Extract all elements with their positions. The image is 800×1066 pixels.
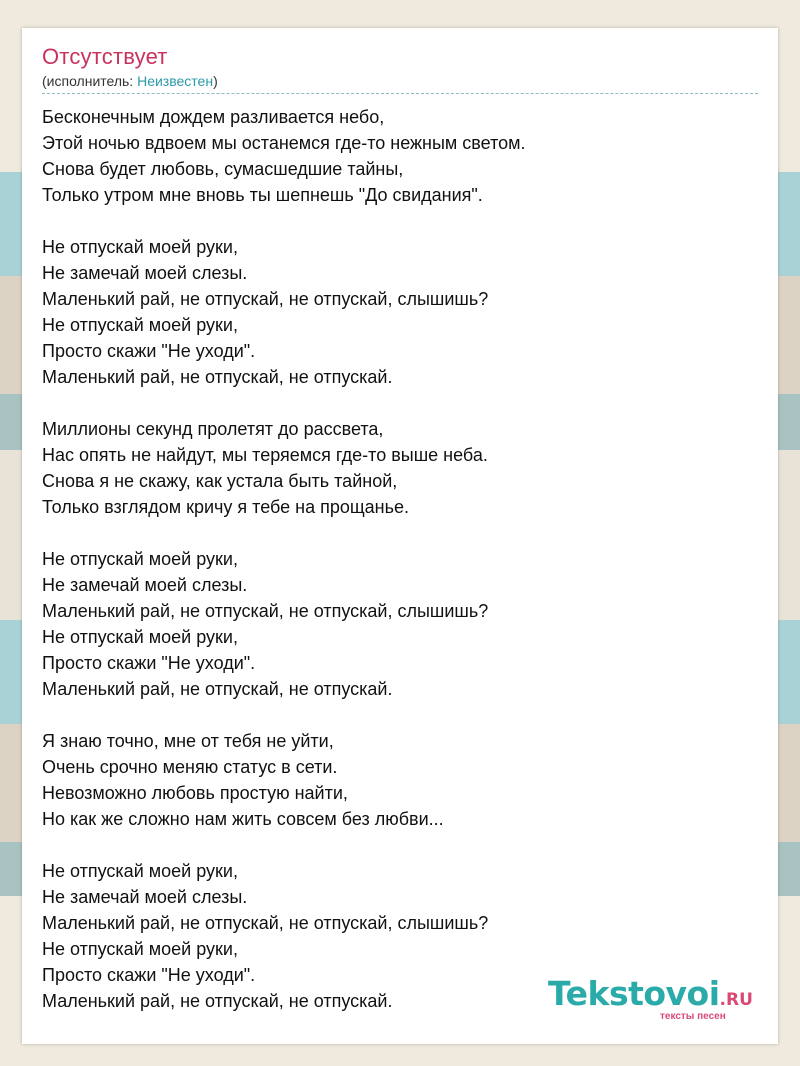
lyric-line: Нас опять не найдут, мы теряемся где-то выше неба. <box>42 445 488 465</box>
stanza-gap <box>42 702 526 728</box>
artist-prefix: (исполнитель: <box>42 73 138 89</box>
artist-link[interactable]: Неизвестен <box>137 73 214 89</box>
lyric-line: Не отпускай моей руки, <box>42 861 238 881</box>
stanza-gap <box>42 390 526 416</box>
divider <box>42 93 758 94</box>
lyric-line: Маленький рай, не отпускай, не отпускай, слышишь? <box>42 913 489 933</box>
lyric-line: Просто скажи "Не уходи". <box>42 341 256 361</box>
lyric-line: Не замечай моей слезы. <box>42 887 248 907</box>
site-logo[interactable] <box>548 974 753 1013</box>
lyric-line: Не отпускай моей руки, <box>42 549 238 569</box>
lyric-line: Миллионы секунд пролетят до рассвета, <box>42 419 384 439</box>
lyric-line: Не отпускай моей руки, <box>42 237 238 257</box>
logo-tagline: тексты песен <box>660 1011 726 1022</box>
lyric-line: Маленький рай, не отпускай, не отпускай, слышишь? <box>42 601 489 621</box>
lyric-line: Я знаю точно, мне от тебя не уйти, <box>42 731 334 751</box>
lyric-line: Очень срочно меняю статус в сети. <box>42 757 338 777</box>
lyric-line: Не отпускай моей руки, <box>42 627 238 647</box>
lyric-line: Этой ночью вдвоем мы останемся где-то нежным светом. <box>42 133 526 153</box>
lyric-line: Бесконечным дождем разливается небо, <box>42 107 385 127</box>
stanza-gap <box>42 832 526 858</box>
logo-brand: Tekstovoi <box>548 974 720 1013</box>
stanza-gap <box>42 520 526 546</box>
lyrics-card <box>22 28 778 1044</box>
artist-line <box>42 73 218 89</box>
lyric-line: Только взглядом кричу я тебе на прощанье. <box>42 497 410 517</box>
lyric-line: Не замечай моей слезы. <box>42 263 248 283</box>
lyric-line: Не отпускай моей руки, <box>42 939 238 959</box>
lyric-line: Маленький рай, не отпускай, не отпускай, слышишь? <box>42 289 489 309</box>
lyric-line: Маленький рай, не отпускай, не отпускай. <box>42 679 393 699</box>
lyric-line: Не отпускай моей руки, <box>42 315 238 335</box>
lyric-line: Невозможно любовь простую найти, <box>42 783 348 803</box>
lyric-line: Снова я не скажу, как устала быть тайной, <box>42 471 398 491</box>
lyric-line: Снова будет любовь, сумасшедшие тайны, <box>42 159 404 179</box>
song-title: Отсутствует <box>42 44 168 69</box>
lyrics-body <box>42 104 526 1014</box>
artist-suffix: ) <box>213 73 218 89</box>
lyric-line: Просто скажи "Не уходи". <box>42 653 256 673</box>
lyric-line: Не замечай моей слезы. <box>42 575 248 595</box>
lyric-line: Просто скажи "Не уходи". <box>42 965 256 985</box>
lyric-line: Маленький рай, не отпускай, не отпускай. <box>42 991 393 1011</box>
lyric-line: Только утром мне вновь ты шепнешь "До свидания". <box>42 185 483 205</box>
logo-tld: .RU <box>719 990 753 1010</box>
stanza-gap <box>42 208 526 234</box>
lyric-line: Маленький рай, не отпускай, не отпускай. <box>42 367 393 387</box>
lyric-line: Но как же сложно нам жить совсем без любви... <box>42 809 444 829</box>
